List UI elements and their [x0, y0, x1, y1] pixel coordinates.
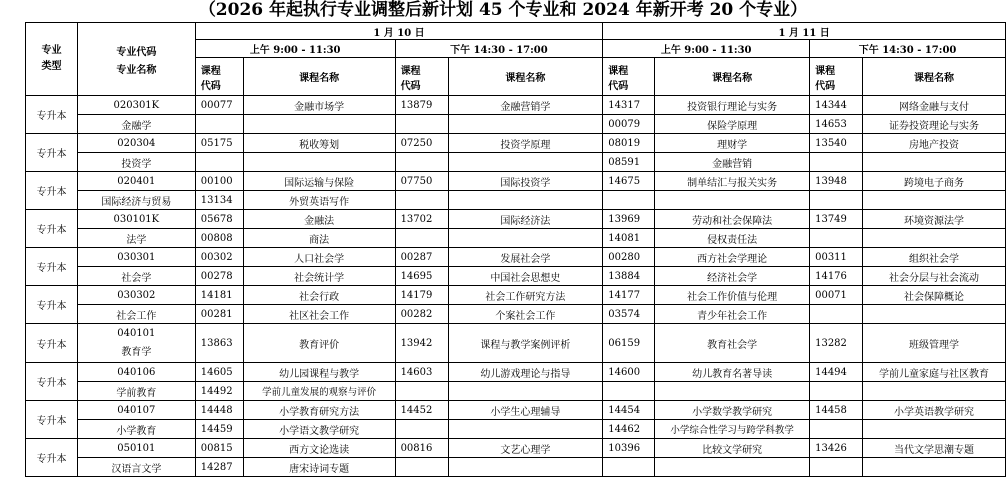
course-name-cell: 投资学原理	[448, 134, 603, 153]
course-name-header: 课程名称	[448, 58, 603, 96]
major-code-cell: 040106	[77, 363, 195, 382]
course-name-cell	[863, 305, 1006, 324]
course-code-cell	[810, 382, 863, 401]
course-code-cell: 14177	[603, 286, 655, 305]
major-code-cell: 020304	[77, 134, 195, 153]
course-name-cell: 国际投资学	[448, 172, 603, 191]
course-code-header: 课程 代码	[603, 58, 655, 96]
course-code-cell: 00077	[195, 96, 243, 115]
major-code-name-header: 专业代码 专业名称	[77, 23, 195, 96]
course-code-cell: 13426	[810, 439, 863, 458]
course-name-cell: 劳动和社会保障法	[655, 210, 810, 229]
course-name-cell: 西方文论选读	[243, 439, 395, 458]
course-name-cell: 幼儿教育名著导读	[655, 363, 810, 382]
major-code-cell: 020401	[77, 172, 195, 191]
course-name-cell: 文艺心理学	[448, 439, 603, 458]
course-code-cell: 13749	[810, 210, 863, 229]
table-row	[26, 401, 1006, 420]
course-code-cell: 14462	[603, 420, 655, 439]
course-code-cell: 14179	[395, 286, 448, 305]
course-code-cell	[810, 420, 863, 439]
table-row	[26, 96, 1006, 115]
day2-pm-header: 下午 14:30 - 17:00	[810, 40, 1006, 58]
course-name-cell: 课程与教学案例评析	[448, 324, 603, 363]
course-name-cell: 幼儿游戏理论与指导	[448, 363, 603, 382]
course-code-cell: 07750	[395, 172, 448, 191]
course-code-cell: 14181	[195, 286, 243, 305]
course-name-cell: 小学英语教学研究	[863, 401, 1006, 420]
course-code-cell: 06159	[603, 324, 655, 363]
table-row	[26, 153, 1006, 172]
day2-header: 1 月 11 日	[603, 23, 1006, 40]
table-row	[26, 229, 1006, 248]
course-code-cell: 13702	[395, 210, 448, 229]
course-code-cell: 00815	[195, 439, 243, 458]
major-name-cell: 金融学	[77, 115, 195, 134]
course-code-cell: 14317	[603, 96, 655, 115]
course-code-cell: 13884	[603, 267, 655, 286]
course-name-cell: 发展社会学	[448, 248, 603, 267]
course-name-cell: 网络金融与支付	[863, 96, 1006, 115]
course-name-cell: 外贸英语写作	[243, 191, 395, 210]
course-name-cell	[863, 382, 1006, 401]
course-name-header: 课程名称	[655, 58, 810, 96]
course-code-header: 课程 代码	[195, 58, 243, 96]
course-code-cell	[810, 229, 863, 248]
course-code-cell	[395, 191, 448, 210]
course-name-cell: 跨境电子商务	[863, 172, 1006, 191]
table-row	[26, 248, 1006, 267]
course-name-cell: 金融法	[243, 210, 395, 229]
course-code-cell: 13863	[195, 324, 243, 363]
major-code-cell: 030101K	[77, 210, 195, 229]
table-row	[26, 134, 1006, 153]
course-name-cell: 小学语文教学研究	[243, 420, 395, 439]
major-code-cell: 020301K	[77, 96, 195, 115]
major-type-cell: 专升本	[26, 134, 78, 172]
course-code-cell: 00278	[195, 267, 243, 286]
course-name-cell: 教育社会学	[655, 324, 810, 363]
course-name-cell	[655, 458, 810, 477]
major-type-cell: 专升本	[26, 96, 78, 134]
course-code-cell: 13969	[603, 210, 655, 229]
course-code-cell: 14653	[810, 115, 863, 134]
course-code-cell	[395, 115, 448, 134]
course-code-cell: 08019	[603, 134, 655, 153]
course-name-cell: 学前儿童发展的观察与评价	[243, 382, 395, 401]
course-name-cell	[243, 153, 395, 172]
major-code-cell: 040107	[77, 401, 195, 420]
course-name-cell: 西方社会学理论	[655, 248, 810, 267]
course-code-cell: 00280	[603, 248, 655, 267]
course-name-cell: 国际经济法	[448, 210, 603, 229]
course-name-cell: 环境资源法学	[863, 210, 1006, 229]
course-name-cell: 小学数学教学研究	[655, 401, 810, 420]
course-name-cell: 青少年社会工作	[655, 305, 810, 324]
table-row	[26, 439, 1006, 458]
exam-schedule-table	[25, 22, 1006, 477]
course-code-cell	[810, 305, 863, 324]
major-code-cell: 030301	[77, 248, 195, 267]
course-name-cell: 社会工作研究方法	[448, 286, 603, 305]
major-type-cell: 专升本	[26, 210, 78, 248]
course-code-cell	[395, 382, 448, 401]
course-name-cell: 金融营销	[655, 153, 810, 172]
course-code-cell: 14600	[603, 363, 655, 382]
course-name-cell	[243, 115, 395, 134]
course-code-cell	[603, 191, 655, 210]
major-name-cell: 法学	[77, 229, 195, 248]
course-code-cell: 00287	[395, 248, 448, 267]
course-code-cell: 14494	[810, 363, 863, 382]
course-code-cell: 05678	[195, 210, 243, 229]
course-code-cell: 10396	[603, 439, 655, 458]
course-code-cell	[603, 382, 655, 401]
day1-am-header: 上午 9:00 - 11:30	[195, 40, 395, 58]
course-code-cell: 14492	[195, 382, 243, 401]
course-code-cell: 00282	[395, 305, 448, 324]
course-name-cell: 小学教育研究方法	[243, 401, 395, 420]
table-row	[26, 420, 1006, 439]
course-name-cell: 金融营销学	[448, 96, 603, 115]
course-code-cell: 00808	[195, 229, 243, 248]
table-row	[26, 305, 1006, 324]
course-name-cell: 组织社会学	[863, 248, 1006, 267]
course-name-cell: 社会保障概论	[863, 286, 1006, 305]
course-code-cell: 00816	[395, 439, 448, 458]
course-code-cell: 14081	[603, 229, 655, 248]
major-name: 教育学	[121, 347, 152, 358]
course-name-cell: 社会行政	[243, 286, 395, 305]
course-code-cell: 14454	[603, 401, 655, 420]
major-code: 040101	[117, 328, 156, 339]
course-code-cell: 00311	[810, 248, 863, 267]
major-type-cell: 专升本	[26, 324, 78, 363]
course-code-cell: 14458	[810, 401, 863, 420]
course-name-cell: 中国社会思想史	[448, 267, 603, 286]
course-code-cell: 14695	[395, 267, 448, 286]
course-name-header: 课程名称	[243, 58, 395, 96]
table-row	[26, 115, 1006, 134]
course-code-cell: 13282	[810, 324, 863, 363]
major-type-cell: 专升本	[26, 248, 78, 286]
major-type-cell: 专升本	[26, 401, 78, 439]
course-code-cell: 00100	[195, 172, 243, 191]
course-name-header: 课程名称	[863, 58, 1006, 96]
course-code-header: 课程 代码	[395, 58, 448, 96]
major-type-cell: 专升本	[26, 172, 78, 210]
course-name-cell: 唐宋诗词专题	[243, 458, 395, 477]
course-name-cell: 社会统计学	[243, 267, 395, 286]
course-code-cell	[810, 191, 863, 210]
course-code-cell	[395, 153, 448, 172]
course-name-cell: 经济社会学	[655, 267, 810, 286]
course-code-cell	[395, 229, 448, 248]
major-code-cell: 050101	[77, 439, 195, 458]
major-type-header: 专业类型	[26, 23, 78, 96]
course-code-cell: 00302	[195, 248, 243, 267]
major-name-cell: 学前教育	[77, 382, 195, 401]
course-code-cell	[810, 153, 863, 172]
course-name-cell	[448, 115, 603, 134]
course-code-cell: 03574	[603, 305, 655, 324]
course-code-cell	[603, 458, 655, 477]
course-name-cell: 班级管理学	[863, 324, 1006, 363]
course-name-cell: 个案社会工作	[448, 305, 603, 324]
course-code-cell	[810, 458, 863, 477]
major-type-cell: 专升本	[26, 286, 78, 324]
course-name-cell: 幼儿园课程与教学	[243, 363, 395, 382]
course-code-cell: 14176	[810, 267, 863, 286]
table-row	[26, 267, 1006, 286]
course-code-cell: 05175	[195, 134, 243, 153]
major-name-cell: 社会工作	[77, 305, 195, 324]
course-name-cell	[863, 153, 1006, 172]
course-code-cell: 14603	[395, 363, 448, 382]
major-code-cell: 030302	[77, 286, 195, 305]
course-name-cell: 制单结汇与报关实务	[655, 172, 810, 191]
course-name-cell: 社区社会工作	[243, 305, 395, 324]
course-name-cell: 学前儿童家庭与社区教育	[863, 363, 1006, 382]
course-name-cell	[655, 382, 810, 401]
major-name-cell: 投资学	[77, 153, 195, 172]
course-name-cell	[863, 191, 1006, 210]
course-name-cell	[448, 382, 603, 401]
course-code-cell	[195, 115, 243, 134]
course-name-cell: 理财学	[655, 134, 810, 153]
course-code-cell	[395, 420, 448, 439]
page-title: （2026 年起执行专业调整后新计划 45 个专业和 2024 年新开考 20 个专业）	[198, 0, 808, 20]
course-name-cell: 国际运输与保险	[243, 172, 395, 191]
course-name-cell: 商法	[243, 229, 395, 248]
course-name-cell	[863, 458, 1006, 477]
course-name-cell: 人口社会学	[243, 248, 395, 267]
course-name-cell	[863, 229, 1006, 248]
table-row	[26, 363, 1006, 382]
course-name-cell	[448, 229, 603, 248]
course-name-cell: 当代文学思潮专题	[863, 439, 1006, 458]
course-name-cell	[448, 191, 603, 210]
course-code-cell: 07250	[395, 134, 448, 153]
table-row	[26, 210, 1006, 229]
course-code-cell: 14452	[395, 401, 448, 420]
course-code-cell: 13540	[810, 134, 863, 153]
course-name-cell	[863, 420, 1006, 439]
major-type-cell: 专升本	[26, 439, 78, 477]
course-code-header: 课程 代码	[810, 58, 863, 96]
major-name-cell: 国际经济与贸易	[77, 191, 195, 210]
course-code-cell: 14344	[810, 96, 863, 115]
table-row	[26, 191, 1006, 210]
course-name-cell	[448, 420, 603, 439]
course-code-cell	[395, 458, 448, 477]
course-name-cell: 比较文学研究	[655, 439, 810, 458]
course-name-cell: 房地产投资	[863, 134, 1006, 153]
course-name-cell: 保险学原理	[655, 115, 810, 134]
course-name-cell: 金融市场学	[243, 96, 395, 115]
course-code-cell: 14287	[195, 458, 243, 477]
course-name-cell: 社会分层与社会流动	[863, 267, 1006, 286]
course-code-cell: 13948	[810, 172, 863, 191]
course-name-cell: 教育评价	[243, 324, 395, 363]
table-row	[26, 458, 1006, 477]
table-row	[26, 382, 1006, 401]
course-code-cell: 14605	[195, 363, 243, 382]
table-row	[26, 286, 1006, 305]
course-name-cell: 侵权责任法	[655, 229, 810, 248]
course-code-cell: 14459	[195, 420, 243, 439]
major-name-cell: 社会学	[77, 267, 195, 286]
course-name-cell	[448, 458, 603, 477]
course-code-cell: 00079	[603, 115, 655, 134]
course-code-cell: 14448	[195, 401, 243, 420]
major-name-cell: 小学教育	[77, 420, 195, 439]
major-name-cell: 汉语言文学	[77, 458, 195, 477]
table-row	[26, 172, 1006, 191]
course-name-cell	[448, 153, 603, 172]
course-code-cell	[195, 153, 243, 172]
course-code-cell: 08591	[603, 153, 655, 172]
course-name-cell: 小学生心理辅导	[448, 401, 603, 420]
course-code-cell: 13134	[195, 191, 243, 210]
table-row	[26, 324, 1006, 363]
course-code-cell: 13879	[395, 96, 448, 115]
course-code-cell: 14675	[603, 172, 655, 191]
major-code-name-cell	[77, 324, 195, 363]
course-name-cell: 税收筹划	[243, 134, 395, 153]
course-name-cell: 投资银行理论与实务	[655, 96, 810, 115]
course-name-cell	[655, 191, 810, 210]
day1-header: 1 月 10 日	[195, 23, 603, 40]
course-name-cell: 社会工作价值与伦理	[655, 286, 810, 305]
course-name-cell: 证券投资理论与实务	[863, 115, 1006, 134]
course-code-cell: 00071	[810, 286, 863, 305]
day1-pm-header: 下午 14:30 - 17:00	[395, 40, 603, 58]
course-code-cell: 00281	[195, 305, 243, 324]
course-name-cell: 小学综合性学习与跨学科教学	[655, 420, 810, 439]
major-type-cell: 专升本	[26, 363, 78, 401]
day2-am-header: 上午 9:00 - 11:30	[603, 40, 810, 58]
course-code-cell: 13942	[395, 324, 448, 363]
